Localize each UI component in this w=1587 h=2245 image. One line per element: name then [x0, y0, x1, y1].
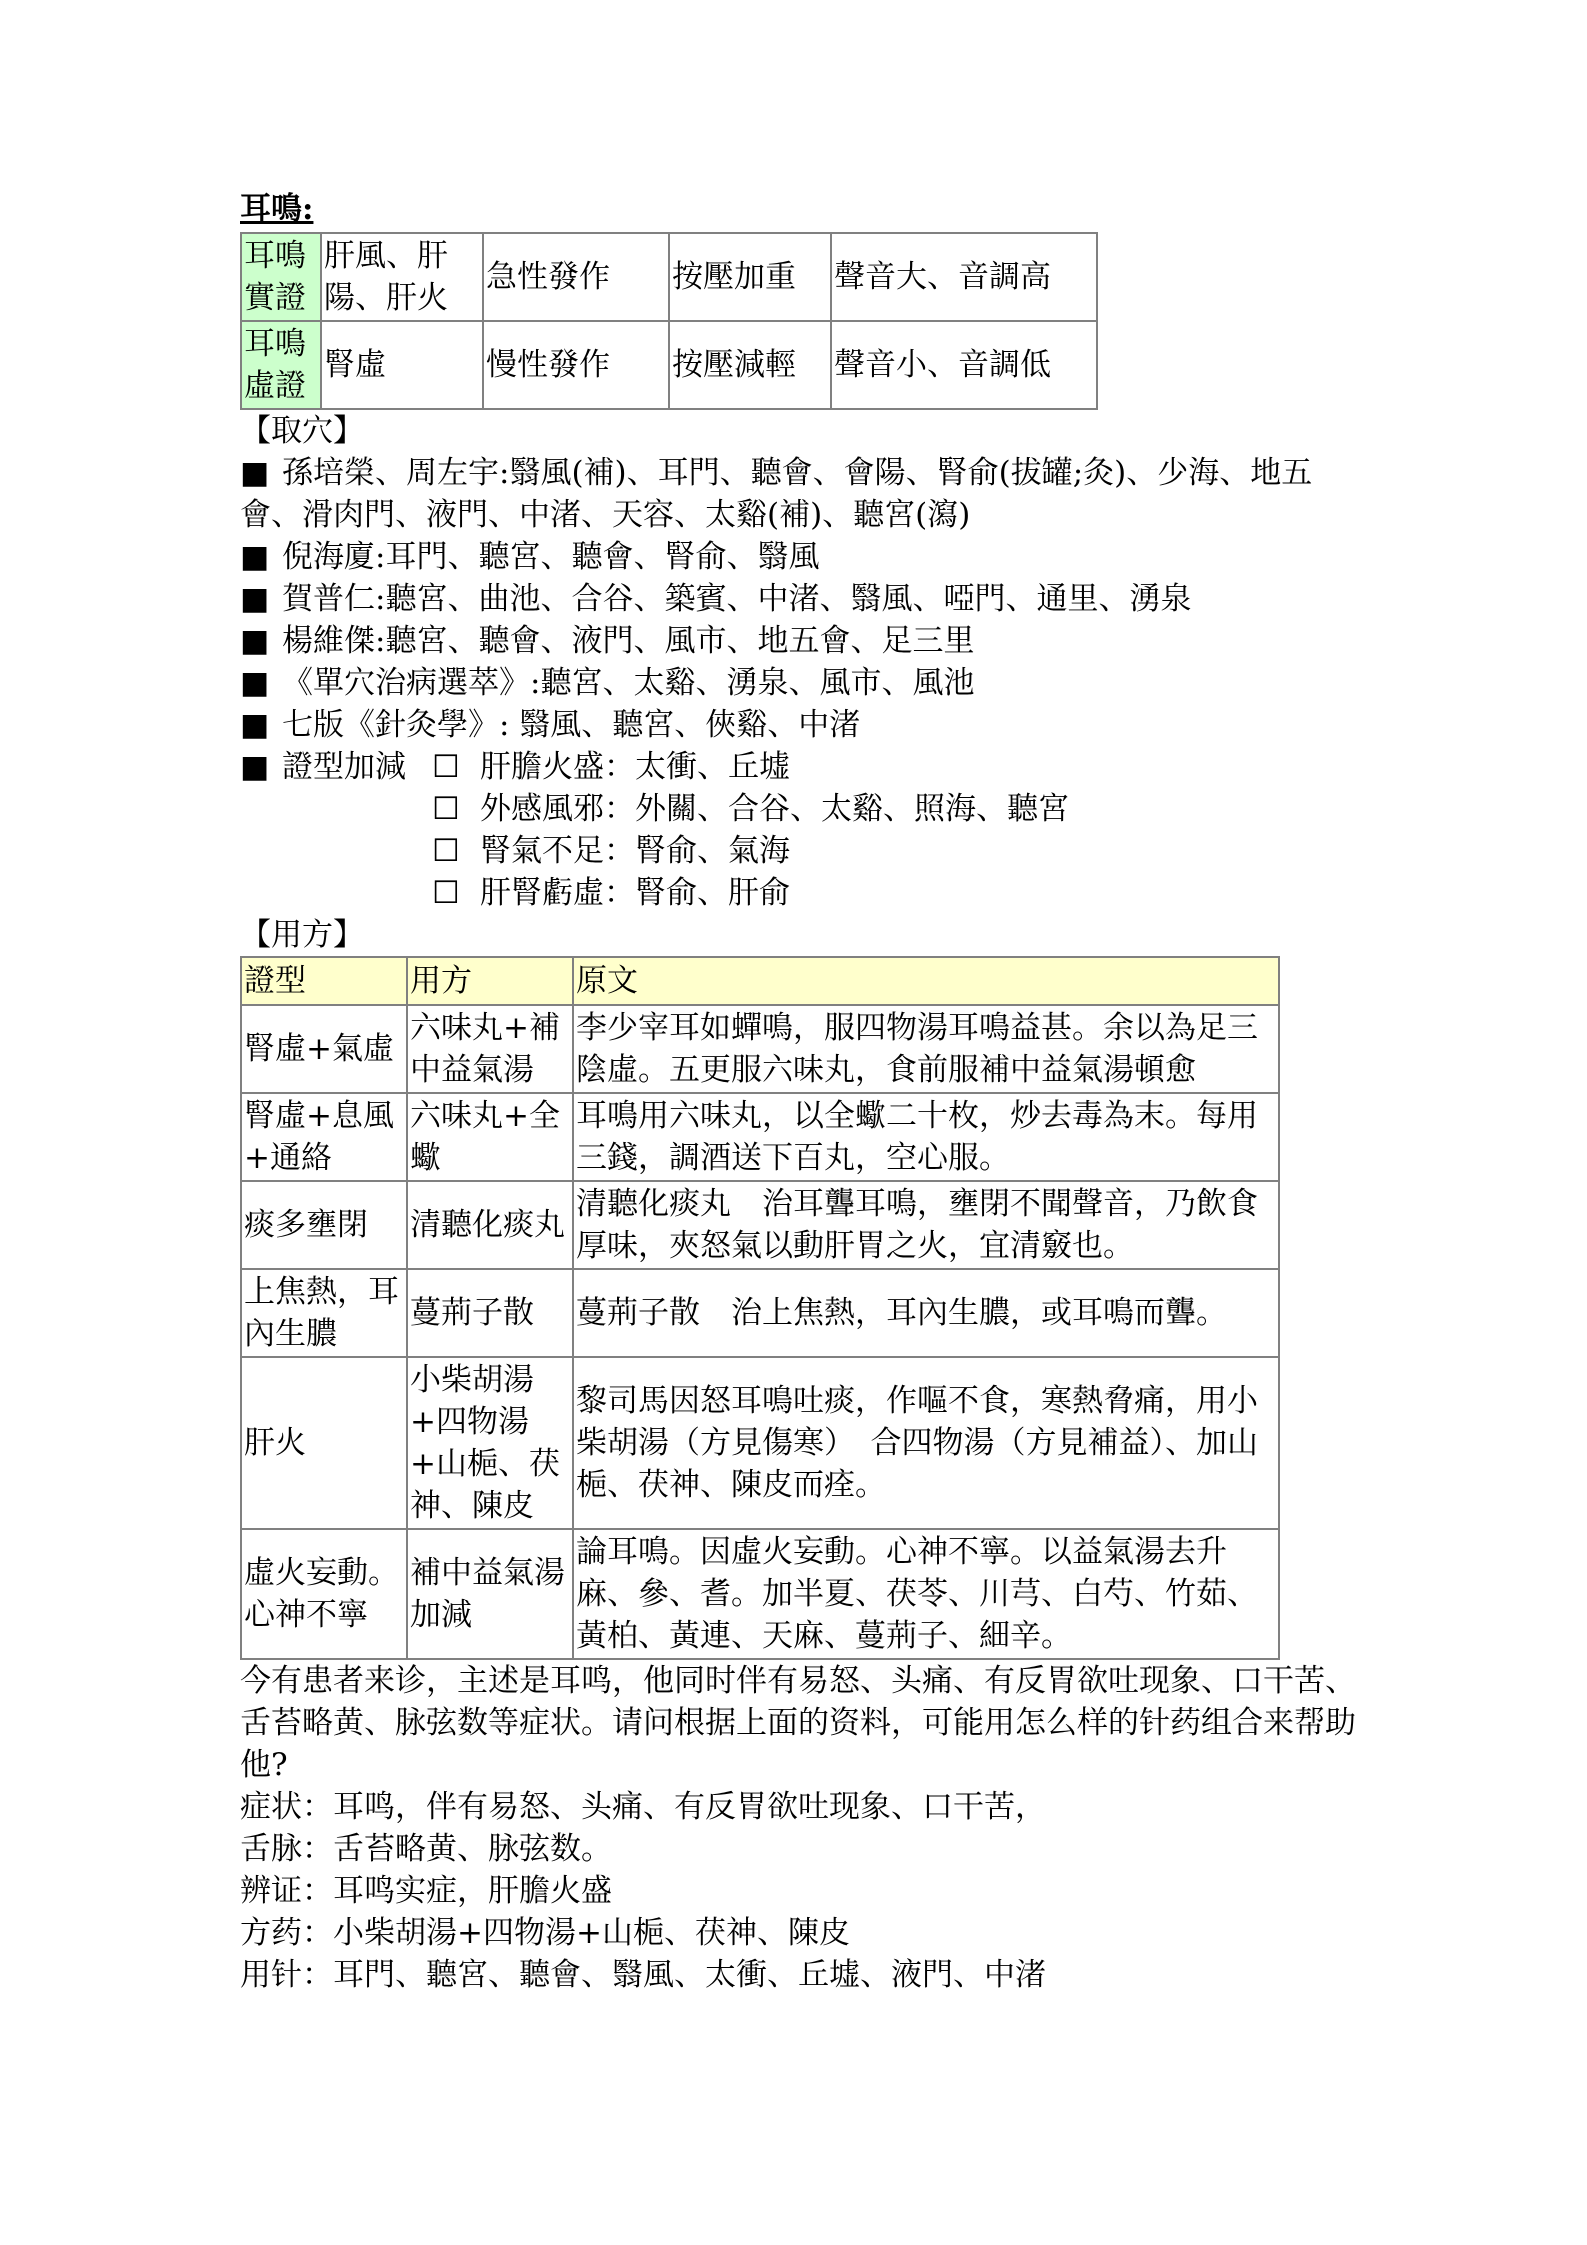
table-row	[241, 1005, 1279, 1093]
formula-cell: 清聽化痰丸	[407, 1181, 573, 1269]
syndrome-type-cell: 痰多壅閉	[241, 1181, 407, 1269]
syndrome-onset: 慢性發作	[483, 321, 669, 409]
syndrome-type-cell: 腎虛+氣虛	[241, 1005, 407, 1093]
acupoint-text: 孫培榮、周左宇:翳風(補)、耳門、聽會、會陽、腎俞(拔罐;灸)、少海、地五會、滑肉門、液門、中渚、天容、太谿(補)、聽宮(瀉)	[240, 455, 1313, 533]
list-item	[240, 536, 1360, 578]
page-title: 耳鳴:	[240, 191, 314, 227]
original-text-cell: 李少宰耳如蟬鳴，服四物湯耳鳴益甚。余以為足三陰虛。五更服六味丸，食前服補中益氣湯頓愈	[573, 1005, 1279, 1093]
acupoint-text: 楊維傑:聽宮、聽會、液門、風市、地五會、足三里	[282, 623, 975, 659]
syndrome-mod-item	[240, 788, 1360, 830]
syndrome-label: 耳鳴實證	[241, 233, 321, 321]
table-row	[241, 1093, 1279, 1181]
case-question: 今有患者来诊，主述是耳鸣，他同时伴有易怒、头痛、有反胃欲吐现象、口干苦、舌苔略黄、脉弦数等症状。请问根据上面的资料，可能用怎么样的针药组合来帮助他?	[240, 1663, 1356, 1783]
checkbox-icon: ☐	[432, 875, 460, 911]
syndrome-pressure: 按壓減輕	[669, 321, 831, 409]
acupoint-text: 賀普仁:聽宮、曲池、合谷、築賓、中渚、翳風、啞門、通里、湧泉	[282, 581, 1192, 617]
acupoint-text: 倪海廈:耳門、聽宮、聽會、腎俞、翳風	[282, 539, 820, 575]
syndrome-cause: 肝風、肝陽、肝火	[321, 233, 483, 321]
list-item	[240, 620, 1360, 662]
bullet-icon: ■	[240, 707, 270, 743]
syndrome-mod-label: 證型加減	[282, 749, 406, 785]
checkbox-icon: ☐	[432, 749, 460, 785]
checkbox-icon: ☐	[432, 791, 460, 827]
table-row	[241, 1357, 1279, 1529]
table-row	[241, 321, 1097, 409]
case-herbs: 方药：小柴胡湯+四物湯+山梔、茯神、陳皮	[240, 1915, 850, 1951]
syndrome-mod-text: 外感風邪：外關、合谷、太谿、照海、聽宮	[480, 791, 1069, 827]
bullet-icon: ■	[240, 455, 270, 491]
table-row	[241, 1269, 1279, 1357]
acupoint-text: 《單穴治病選萃》:聽宮、太谿、湧泉、風市、風池	[282, 665, 975, 701]
syndrome-mod-text: 腎氣不足：腎俞、氣海	[480, 833, 790, 869]
case-needles: 用针：耳門、聽宮、聽會、翳風、太衝、丘墟、液門、中渚	[240, 1957, 1046, 1993]
bullet-icon: ■	[240, 581, 270, 617]
case-symptoms: 症状：耳鸣，伴有易怒、头痛、有反胃欲吐现象、口干苦，	[240, 1789, 1046, 1825]
table-row	[241, 1529, 1279, 1659]
syndrome-table	[240, 232, 1098, 410]
formula-cell: 蔓荊子散	[407, 1269, 573, 1357]
original-text-cell: 蔓荊子散 治上焦熱，耳內生膿，或耳鳴而聾。	[573, 1269, 1279, 1357]
syndrome-type-cell: 上焦熱，耳內生膿	[241, 1269, 407, 1357]
syndrome-sound: 聲音小、音調低	[831, 321, 1097, 409]
syndrome-mod-item	[240, 872, 1360, 914]
bullet-icon: ■	[240, 749, 270, 785]
formula-cell: 小柴胡湯+四物湯+山梔、茯神、陳皮	[407, 1357, 573, 1529]
list-item	[240, 662, 1360, 704]
bullet-icon: ■	[240, 665, 270, 701]
syndrome-onset: 急性發作	[483, 233, 669, 321]
formula-cell: 六味丸+全蠍	[407, 1093, 573, 1181]
list-item	[240, 452, 1360, 536]
formula-table	[240, 956, 1280, 1660]
acupoint-heading: 【取穴】	[240, 413, 364, 449]
original-text-cell: 耳鳴用六味丸，以全蠍二十枚，炒去毒為末。每用三錢，調酒送下百丸，空心服。	[573, 1093, 1279, 1181]
document-page	[240, 186, 1360, 1996]
syndrome-mod-text: 肝膽火盛：太衝、丘墟	[480, 749, 790, 785]
syndrome-sound: 聲音大、音調高	[831, 233, 1097, 321]
acupoint-text: 七版《針灸學》: 翳風、聽宮、俠谿、中渚	[282, 707, 861, 743]
syndrome-mod-item	[240, 746, 1360, 788]
bullet-icon: ■	[240, 539, 270, 575]
column-header: 原文	[573, 957, 1279, 1005]
case-tongue-pulse: 舌脉：舌苔略黄、脉弦数。	[240, 1831, 612, 1867]
formula-heading: 【用方】	[240, 917, 364, 953]
table-row	[241, 1181, 1279, 1269]
formula-cell: 六味丸+補中益氣湯	[407, 1005, 573, 1093]
list-item	[240, 704, 1360, 746]
syndrome-pressure: 按壓加重	[669, 233, 831, 321]
original-text-cell: 論耳鳴。因虛火妄動。心神不寧。以益氣湯去升麻、參、耆。加半夏、茯苓、川芎、白芍、竹茹、黃柏、黃連、天麻、蔓荊子、細辛。	[573, 1529, 1279, 1659]
syndrome-cause: 腎虛	[321, 321, 483, 409]
table-row	[241, 233, 1097, 321]
checkbox-icon: ☐	[432, 833, 460, 869]
formula-cell: 補中益氣湯加減	[407, 1529, 573, 1659]
bullet-icon: ■	[240, 623, 270, 659]
case-diagnosis: 辨证：耳鸣实症，肝膽火盛	[240, 1873, 612, 1909]
syndrome-type-cell: 肝火	[241, 1357, 407, 1529]
syndrome-type-cell: 腎虛+息風+通絡	[241, 1093, 407, 1181]
original-text-cell: 黎司馬因怒耳鳴吐痰，作嘔不食，寒熱脅痛，用小柴胡湯（方見傷寒） 合四物湯（方見補益）、加山梔、茯神、陳皮而痊。	[573, 1357, 1279, 1529]
column-header: 證型	[241, 957, 407, 1005]
syndrome-mod-item	[240, 830, 1360, 872]
original-text-cell: 清聽化痰丸 治耳聾耳鳴，壅閉不聞聲音，乃飲食厚味，夾怒氣以動肝胃之火，宜清竅也。	[573, 1181, 1279, 1269]
syndrome-type-cell: 虛火妄動。心神不寧	[241, 1529, 407, 1659]
table-header-row	[241, 957, 1279, 1005]
syndrome-label: 耳鳴虛證	[241, 321, 321, 409]
syndrome-mod-text: 肝腎虧虛：腎俞、肝俞	[480, 875, 790, 911]
list-item	[240, 578, 1360, 620]
column-header: 用方	[407, 957, 573, 1005]
